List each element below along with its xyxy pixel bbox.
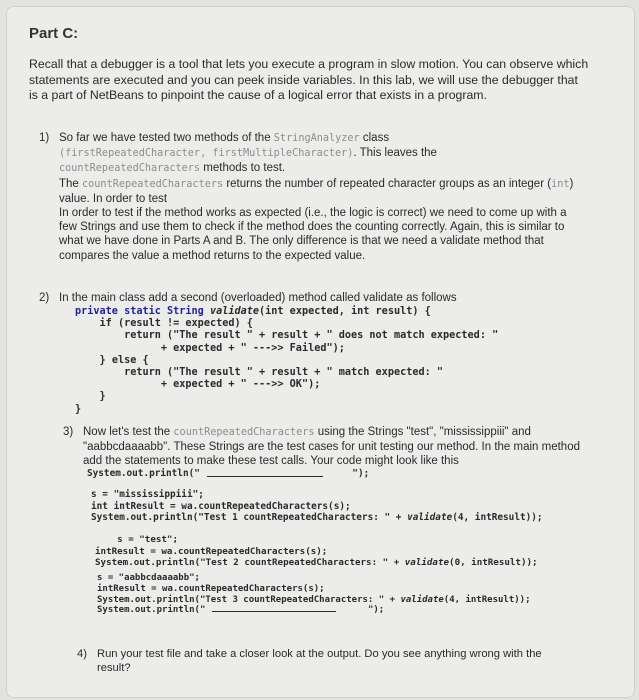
step-2-number: 2) <box>39 292 50 304</box>
step-1-text-h: In order to test if the method works as expected (i.e., the logic is correct) we need to come up with a few Strings and use them to check if the method does the counting correctly. Again, this is similar to what we have done in Parts A and B. The only difference is that we need a validate method that compares the value a method returns to the expected value. <box>59 207 567 262</box>
step-1 <box>39 131 587 263</box>
step-3 <box>63 425 583 469</box>
test-1-code-block: s = "mississippiii"; int intResult = wa.countRepeatedCharacters(s); System.out.println("Test 1 countRepeatedCharacters: " + validate(4, intResult)); <box>91 489 543 523</box>
step-2 <box>39 291 587 305</box>
step-1-text-f: returns the number of repeated character groups as an integer ( <box>226 177 552 190</box>
test-3-code-block: s = "aabbcdaaaabb"; intResult = wa.countRepeatedCharacters(s); System.out.println("Test 3 countRepeatedCharacters: " + validate(4, intResult)); System.out.println(" "); <box>97 573 531 616</box>
step-1-text-e: The <box>59 177 79 190</box>
step-1-code-class: StringAnalyzer <box>273 133 360 144</box>
step-3-code-count: countRepeatedCharacters <box>173 427 315 438</box>
step-1-text-d: methods to test. <box>203 162 286 175</box>
section-title: Part C: <box>29 25 79 42</box>
step-1-code-int: int <box>551 178 570 190</box>
step-4-number: 4) <box>77 648 87 660</box>
println-header-line: System.out.println(" "); <box>87 468 370 479</box>
step-1-text-c: . This leaves the <box>353 147 437 160</box>
step-1-text-g: ) value. In order to test <box>59 177 574 205</box>
validate-code-block: private static String validate(int expected, int result) { if (result != expected) { return ("The result " + result + " does not match expected: " + expected + " --->> Failed"); } else { return ("The result " + result + " match expected: " + expected + " --->> OK"); } } <box>75 306 499 415</box>
step-1-code-methods: (firstRepeatedCharacter, firstMultipleCharacter) <box>59 148 354 160</box>
step-1-number: 1) <box>39 132 50 144</box>
step-3-text-b: using the Strings "test", "mississippiii" and "aabbcdaaaabb". These Strings are the test cases for unit testing our method. In the main method add the statements to make these test calls. Your code might look like this <box>83 426 580 468</box>
intro-paragraph: Recall that a debugger is a tool that lets you execute a program in slow motion. You can observe which statements are executed and you can peek inside variables. In this lab, we will use the debugger that is a part of NetBeans to pinpoint the cause of a logical error that exists in a program. <box>29 57 589 102</box>
step-2-text: In the main class add a second (overloaded) method called validate as follows <box>59 292 457 304</box>
divider-line-1 <box>207 476 323 477</box>
step-1-code-count: countRepeatedCharacters <box>59 163 201 175</box>
step-1-text-b: class <box>362 132 390 144</box>
step-4 <box>77 648 557 675</box>
test-2-code-block: s = "test"; intResult = wa.countRepeatedCharacters(s); System.out.println("Test 2 countRepeatedCharacters: " + validate(0, intResult)); <box>95 534 538 568</box>
step-3-text-a: Now let's test the <box>83 426 171 438</box>
document-page <box>6 6 635 698</box>
step-3-number: 3) <box>63 426 74 438</box>
step-1-text-a: So far we have tested two methods of the <box>59 132 271 144</box>
step-1-code-count-2: countRepeatedCharacters <box>82 178 224 190</box>
step-4-text: Run your test file and take a closer look at the output. Do you see anything wrong with the result? <box>97 648 542 674</box>
divider-line-2 <box>212 611 336 612</box>
